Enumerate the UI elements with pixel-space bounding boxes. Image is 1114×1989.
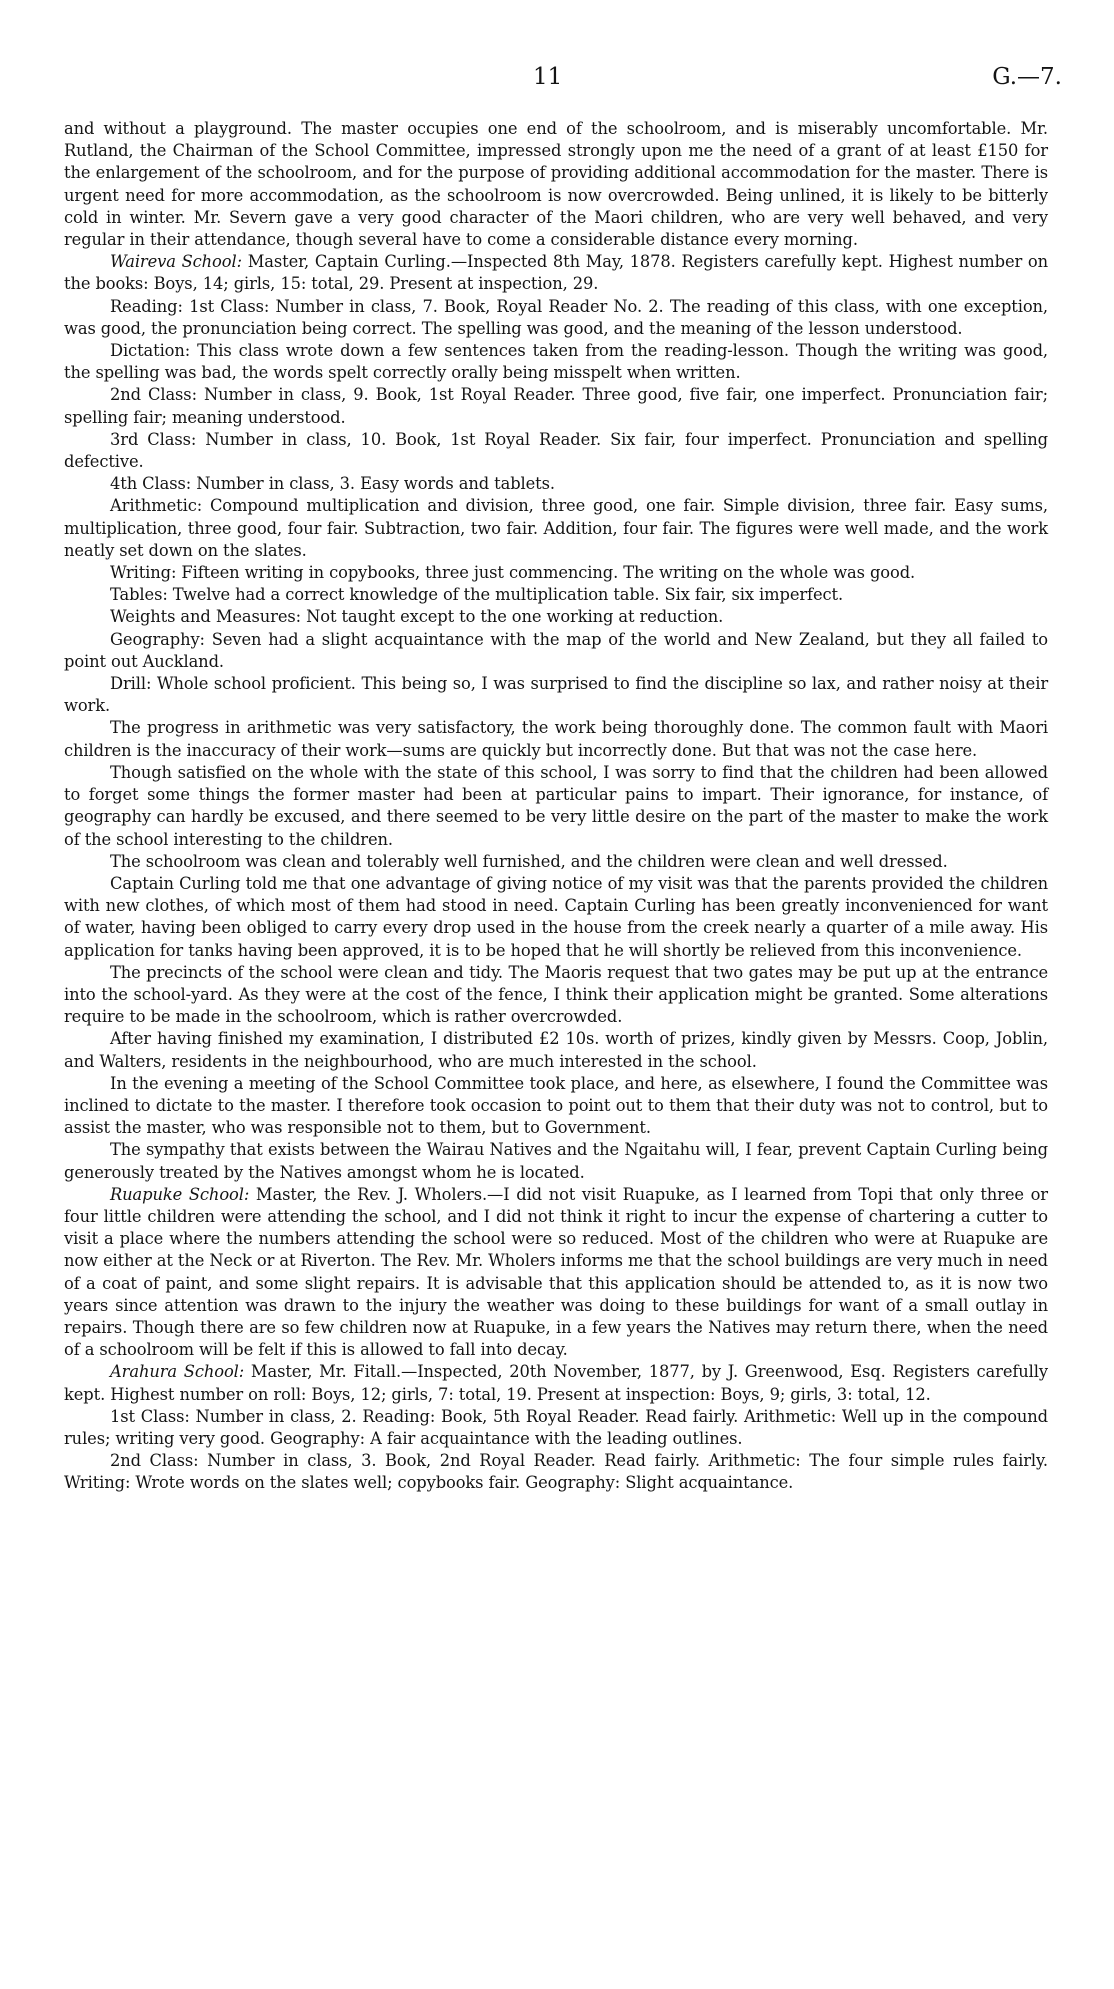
paragraph: 1st Class: Number in class, 2. Reading: Book, 5th Royal Reader. Read fairly. Arithmetic: Well up in the compound rules; writing very good. Geography: A fair acquaintance with the leading outlines. bbox=[64, 1406, 1048, 1448]
paragraph: Weights and Measures: Not taught except to the one working at reduction. bbox=[110, 607, 724, 627]
paragraph: 2nd Class: Number in class, 9. Book, 1st Royal Reader. Three good, five fair, one imperfect. Pronunciation fair; spelling fair; meaning understood. bbox=[64, 385, 1048, 427]
paragraph: After having finished my examination, I distributed £2 10s. worth of prizes, kindly given by Messrs. Coop, Joblin, and Walters, residents in the neighbourhood, who are much interested in the school. bbox=[64, 1029, 1048, 1071]
paragraph: Drill: Whole school proficient. This being so, I was surprised to find the discipline so lax, and rather noisy at their work. bbox=[64, 674, 1048, 716]
paragraph: The schoolroom was clean and tolerably well furnished, and the children were clean and well dressed. bbox=[110, 851, 948, 871]
body-text bbox=[64, 118, 1048, 1495]
paragraph: 4th Class: Number in class, 3. Easy words and tablets. bbox=[110, 474, 555, 494]
paragraph: and without a playground. The master occupies one end of the schoolroom, and is miserably uncomfortable. Mr. Rutland, the Chairman of the School Committee, impressed strongly upon me the need of a grant of at least £150 for the enlargement of the schoolroom, and for the purpose of providing additional accommodation for the master. There is urgent need for more accommodation, as the schoolroom is now overcrowded. Being unlined, it is likely to be bitterly cold in winter. Mr. Severn gave a very good character of the Maori children, who are very well behaved, and very regular in their attendance, though several have to come a considerable distance every morning. bbox=[64, 119, 1048, 250]
paragraph: The progress in arithmetic was very satisfactory, the work being thoroughly done. The common fault with Maori children is the inaccuracy of their work—sums are quickly but incorrectly done. But that was not the case here. bbox=[64, 718, 1048, 760]
paragraph: The precincts of the school were clean and tidy. The Maoris request that two gates may be put up at the entrance into the school-yard. As they were at the cost of the fence, I think their application might be granted. Some alterations require to be made in the schoolroom, which is rather overcrowded. bbox=[64, 962, 1048, 1027]
paragraph: In the evening a meeting of the School Committee took place, and here, as elsewhere, I found the Committee was inclined to dictate to the master. I therefore took occasion to point out to them that their duty was not to control, but to assist the master, who was responsible not to them, but to Government. bbox=[64, 1073, 1048, 1138]
paragraph: Geography: Seven had a slight acquaintance with the map of the world and New Zealand, but they all failed to point out Auckland. bbox=[64, 629, 1048, 671]
paragraph: Waireva School: Master, Captain Curling.—Inspected 8th May, 1878. Registers carefully kept. Highest number on the books: Boys, 14; girls, 15: total, 29. Present at inspection, 29. bbox=[64, 252, 1048, 294]
school-heading: Waireva School: bbox=[110, 252, 242, 272]
page-header bbox=[0, 64, 1114, 104]
paragraph: Tables: Twelve had a correct knowledge of the multiplication table. Six fair, six imperfect. bbox=[110, 585, 844, 605]
paragraph: Arahura School: Master, Mr. Fitall.—Inspected, 20th November, 1877, by J. Greenwood, Esq. Registers carefully kept. Highest number on roll: Boys, 12; girls, 7: total, 19. Present at inspection: Boys, 9; girls, 3: total, 12. bbox=[64, 1362, 1048, 1404]
page-number: 11 bbox=[533, 64, 563, 90]
paragraph: Though satisfied on the whole with the state of this school, I was sorry to find that the children had been allowed to forget some things the former master had been at particular pains to impart. Their ignorance, for instance, of geography can hardly be excused, and there seemed to be very little desire on the part of the master to make the work of the school interesting to the children. bbox=[64, 762, 1048, 849]
series-code: G.—7. bbox=[992, 64, 1062, 90]
paragraph: Dictation: This class wrote down a few sentences taken from the reading-lesson. Though the writing was good, the spelling was bad, the words spelt correctly orally being misspelt when written. bbox=[64, 341, 1048, 383]
paragraph: Writing: Fifteen writing in copybooks, three just commencing. The writing on the whole was good. bbox=[110, 563, 916, 583]
paragraph: Arithmetic: Compound multiplication and division, three good, one fair. Simple division, three fair. Easy sums, multiplication, three good, four fair. Subtraction, two fair. Addition, four fair. The figures were well made, and the work neatly set down on the slates. bbox=[64, 496, 1048, 560]
paragraph: Captain Curling told me that one advantage of giving notice of my visit was that the parents provided the children with new clothes, of which most of them had stood in need. Captain Curling has been greatly inconvenienced for want of water, having been obliged to carry every drop used in the house from the creek nearly a quarter of a mile away. His application for tanks having been approved, it is to be hoped that he will shortly be relieved from this inconvenience. bbox=[64, 873, 1048, 960]
school-heading: Arahura School: bbox=[110, 1362, 245, 1382]
paragraph: Reading: 1st Class: Number in class, 7. Book, Royal Reader No. 2. The reading of this class, with one exception, was good, the pronunciation being correct. The spelling was good, and the meaning of the lesson understood. bbox=[64, 296, 1048, 338]
school-heading: Ruapuke School: bbox=[110, 1184, 250, 1204]
paragraph: Ruapuke School: Master, the Rev. J. Wholers.—I did not visit Ruapuke, as I learned from Topi that only three or four little children were attending the school, and I did not think it right to incur the expense of chartering a cutter to visit a place where the numbers attending the school were so reduced. Most of the children who were at Ruapuke are now either at the Neck or at Riverton. The Rev. Mr. Wholers informs me that the school buildings are very much in need of a coat of paint, and some slight repairs. It is advisable that this application should be attended to, as it is now two years since attention was drawn to the injury the weather was doing to these buildings for want of a small outlay in repairs. Though there are so few children now at Ruapuke, in a few years the Natives may return there, when the need of a schoolroom will be felt if this is allowed to fall into decay. bbox=[64, 1184, 1048, 1360]
paragraph: 3rd Class: Number in class, 10. Book, 1st Royal Reader. Six fair, four imperfect. Pronunciation and spelling defective. bbox=[64, 429, 1048, 472]
paragraph: The sympathy that exists between the Wairau Natives and the Ngaitahu will, I fear, prevent Captain Curling being generously treated by the Natives amongst whom he is located. bbox=[64, 1140, 1048, 1182]
paragraph: 2nd Class: Number in class, 3. Book, 2nd Royal Reader. Read fairly. Arithmetic: The four simple rules fairly. Writing: Wrote words on the slates well; copybooks fair. Geography: Slight acquaintance. bbox=[64, 1451, 1048, 1493]
